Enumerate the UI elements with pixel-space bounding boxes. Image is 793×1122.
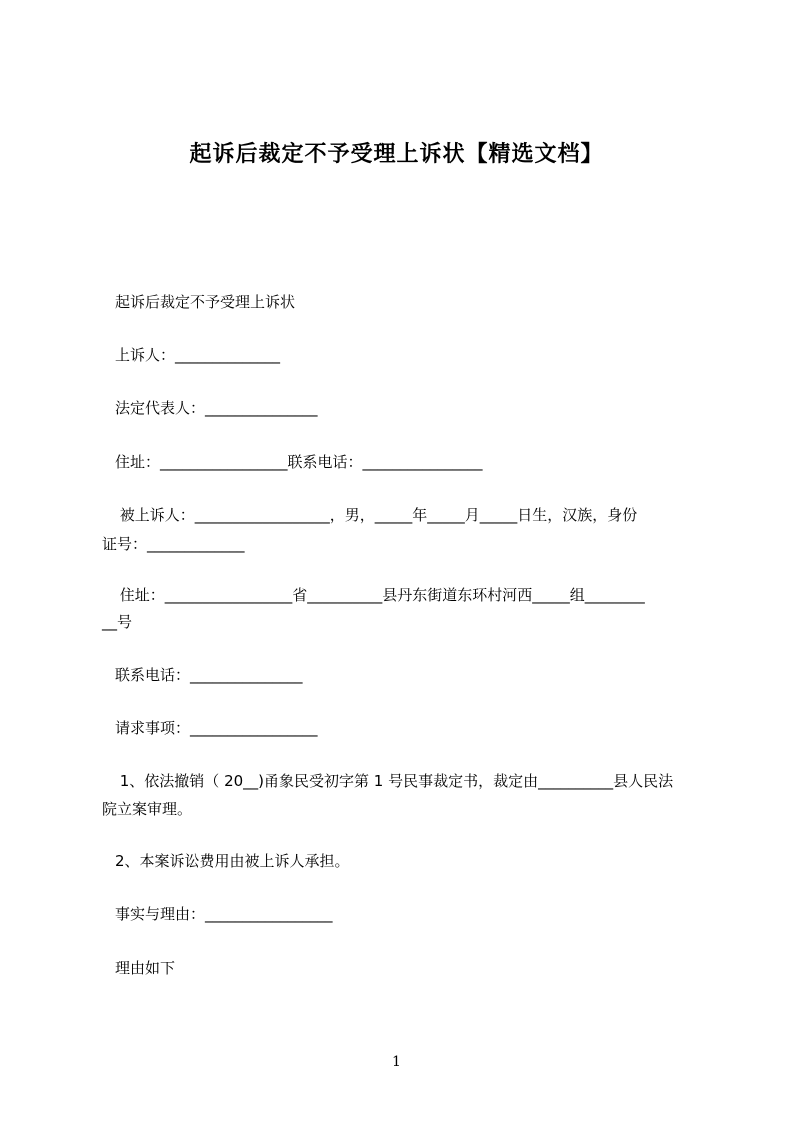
paragraph-reasons: 理由如下 xyxy=(70,959,176,977)
paragraph-facts: 事实与理由：_________________ xyxy=(70,905,333,923)
document-title: 起诉后裁定不予受理上诉状【精选文档】 xyxy=(189,142,604,167)
paragraph-claim-1-line1: 1、依法撤销（ 20__)甬象民受初字第 1 号民事裁定书，裁定由__________县人民法 xyxy=(70,772,674,790)
page-number: 1 xyxy=(392,1054,401,1070)
paragraph-legal-representative: 法定代表人：_______________ xyxy=(70,399,318,417)
paragraph-appellant: 上诉人：______________ xyxy=(70,346,281,364)
paragraph-appellee-line2: 证号：_____________ xyxy=(102,535,245,553)
paragraph-appellee-address-line1: 住址：_________________省__________县丹东街道东环村河西_____组________ xyxy=(70,586,645,604)
paragraph-claims: 请求事项：_________________ xyxy=(70,719,318,737)
paragraph-address-phone: 住址：_________________联系电话：________________ xyxy=(70,453,483,471)
paragraph-heading: 起诉后裁定不予受理上诉状 xyxy=(70,293,296,311)
paragraph-contact-phone: 联系电话：_______________ xyxy=(70,666,303,684)
paragraph-claim-1-line2: 院立案审理。 xyxy=(102,800,193,818)
paragraph-appellee-address-line2: __号 xyxy=(102,613,133,631)
paragraph-appellee-line1: 被上诉人：__________________，男，_____年_____月_____日生，汉族，身份 xyxy=(70,506,638,524)
paragraph-claim-2: 2、本案诉讼费用由被上诉人承担。 xyxy=(70,852,350,870)
